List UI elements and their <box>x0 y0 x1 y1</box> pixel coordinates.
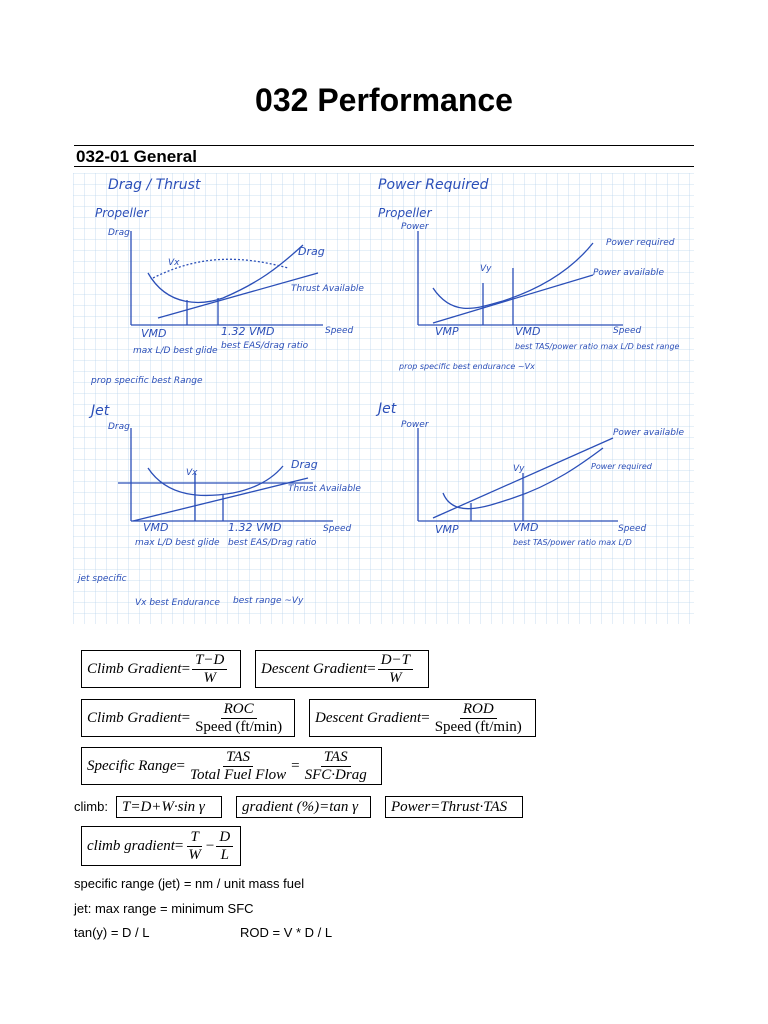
tl-132: 1.32 VMD <box>221 325 275 338</box>
br-y-label: Power <box>401 420 429 430</box>
tr-vmd-desc: best TAS/power ratio max L/D best range <box>515 342 680 351</box>
bl-note: jet specific <box>78 574 127 584</box>
tl-y-label: Drag <box>108 228 130 238</box>
tr-vy: Vy <box>480 264 492 274</box>
note-tan: tan(y) = D / L <box>74 925 150 940</box>
bl-132: 1.32 VMD <box>228 521 282 534</box>
br-vmd: VMD <box>513 521 539 534</box>
specific-range-formula: Specific Range = $\frac{\text{TAS}}{\text{Total Fuel Flow}}$ = $\frac{\text{TAS}}{\text{SFC·Drag}}$ <box>81 747 382 785</box>
tl-x-label: Speed <box>325 326 354 336</box>
tr-vmp: VMP <box>435 325 459 338</box>
climb-prefix: climb: <box>74 799 108 814</box>
tr-x-label: Speed <box>613 326 642 336</box>
climb-gradient-roc-formula: Climb Gradient = $\frac{\text{ROC}}{\text{Speed (ft/min)}}$ <box>81 699 295 737</box>
note-max-range: jet: max range = minimum SFC <box>74 901 254 916</box>
climb-gradient-formula: Climb Gradient = $\frac{T-D}{W}$ <box>81 650 241 688</box>
tl-vmd-desc: max L/D best glide <box>133 346 218 356</box>
bl-y-label: Drag <box>108 422 130 432</box>
bl-curve-label: Drag <box>291 458 318 471</box>
descent-gradient-rod-formula: Descent Gradient = $\frac{\text{ROD}}{\text{Speed (ft/min)}}$ <box>309 699 536 737</box>
handwritten-sketch <box>73 173 694 624</box>
bl-vmd-desc: max L/D best glide <box>135 538 220 548</box>
bl-endurance: Vx best Endurance <box>135 598 220 608</box>
tl-thrust-label: Thrust Available <box>291 284 364 294</box>
tl-title: Drag / Thrust <box>108 177 201 193</box>
note-rod: ROD = V * D / L <box>240 925 333 940</box>
tr-vmd: VMD <box>515 325 541 338</box>
tr-title: Power Required <box>378 177 489 193</box>
bl-x-label: Speed <box>323 524 352 534</box>
tr-avail-label: Power available <box>593 268 665 278</box>
descent-gradient-formula: Descent Gradient = $\frac{D-T}{W}$ <box>255 650 429 688</box>
br-req-label: Power required <box>591 462 652 471</box>
tr-y-label: Power <box>401 222 429 232</box>
tl-sub: Propeller <box>95 206 149 220</box>
thrust-equation: T=D+W·sin γ <box>116 796 222 818</box>
grid-background <box>73 173 694 624</box>
tl-vx: Vx <box>168 258 180 268</box>
tr-sub: Propeller <box>378 206 432 220</box>
gradient-equation: gradient (%)=tan γ <box>236 796 371 818</box>
climb-gradient-td-formula: climb gradient = $\frac{T}{W}$ − $\frac{D}{L}$ <box>81 826 241 866</box>
bl-vmd: VMD <box>143 521 169 534</box>
br-x-label: Speed <box>618 524 647 534</box>
bl-vx: Vx <box>186 468 198 478</box>
tr-note: prop specific best endurance ~Vx <box>399 362 535 371</box>
bl-thrust-label: Thrust Available <box>288 484 361 494</box>
bl-132-desc: best EAS/Drag ratio <box>228 538 317 548</box>
tl-132-desc: best EAS/drag ratio <box>221 341 309 351</box>
bl-range: best range ~Vy <box>233 596 304 606</box>
br-vy: Vy <box>513 464 525 474</box>
tl-note: prop specific best Range <box>91 376 203 386</box>
page-title: 032 Performance <box>255 82 513 118</box>
bl-sub: Jet <box>91 403 110 419</box>
br-sub: Jet <box>378 401 397 417</box>
br-vmd-desc: best TAS/power ratio max L/D <box>513 538 632 547</box>
tr-req-label: Power required <box>606 238 675 248</box>
tl-curve-label: Drag <box>298 245 325 258</box>
br-avail-label: Power available <box>613 428 685 438</box>
tl-vmd: VMD <box>141 327 167 340</box>
power-equation: Power=Thrust·TAS <box>385 796 523 818</box>
note-specific-range: specific range (jet) = nm / unit mass fuel <box>74 876 305 891</box>
br-vmp: VMP <box>435 523 459 536</box>
section-heading: 032-01 General <box>74 145 694 167</box>
